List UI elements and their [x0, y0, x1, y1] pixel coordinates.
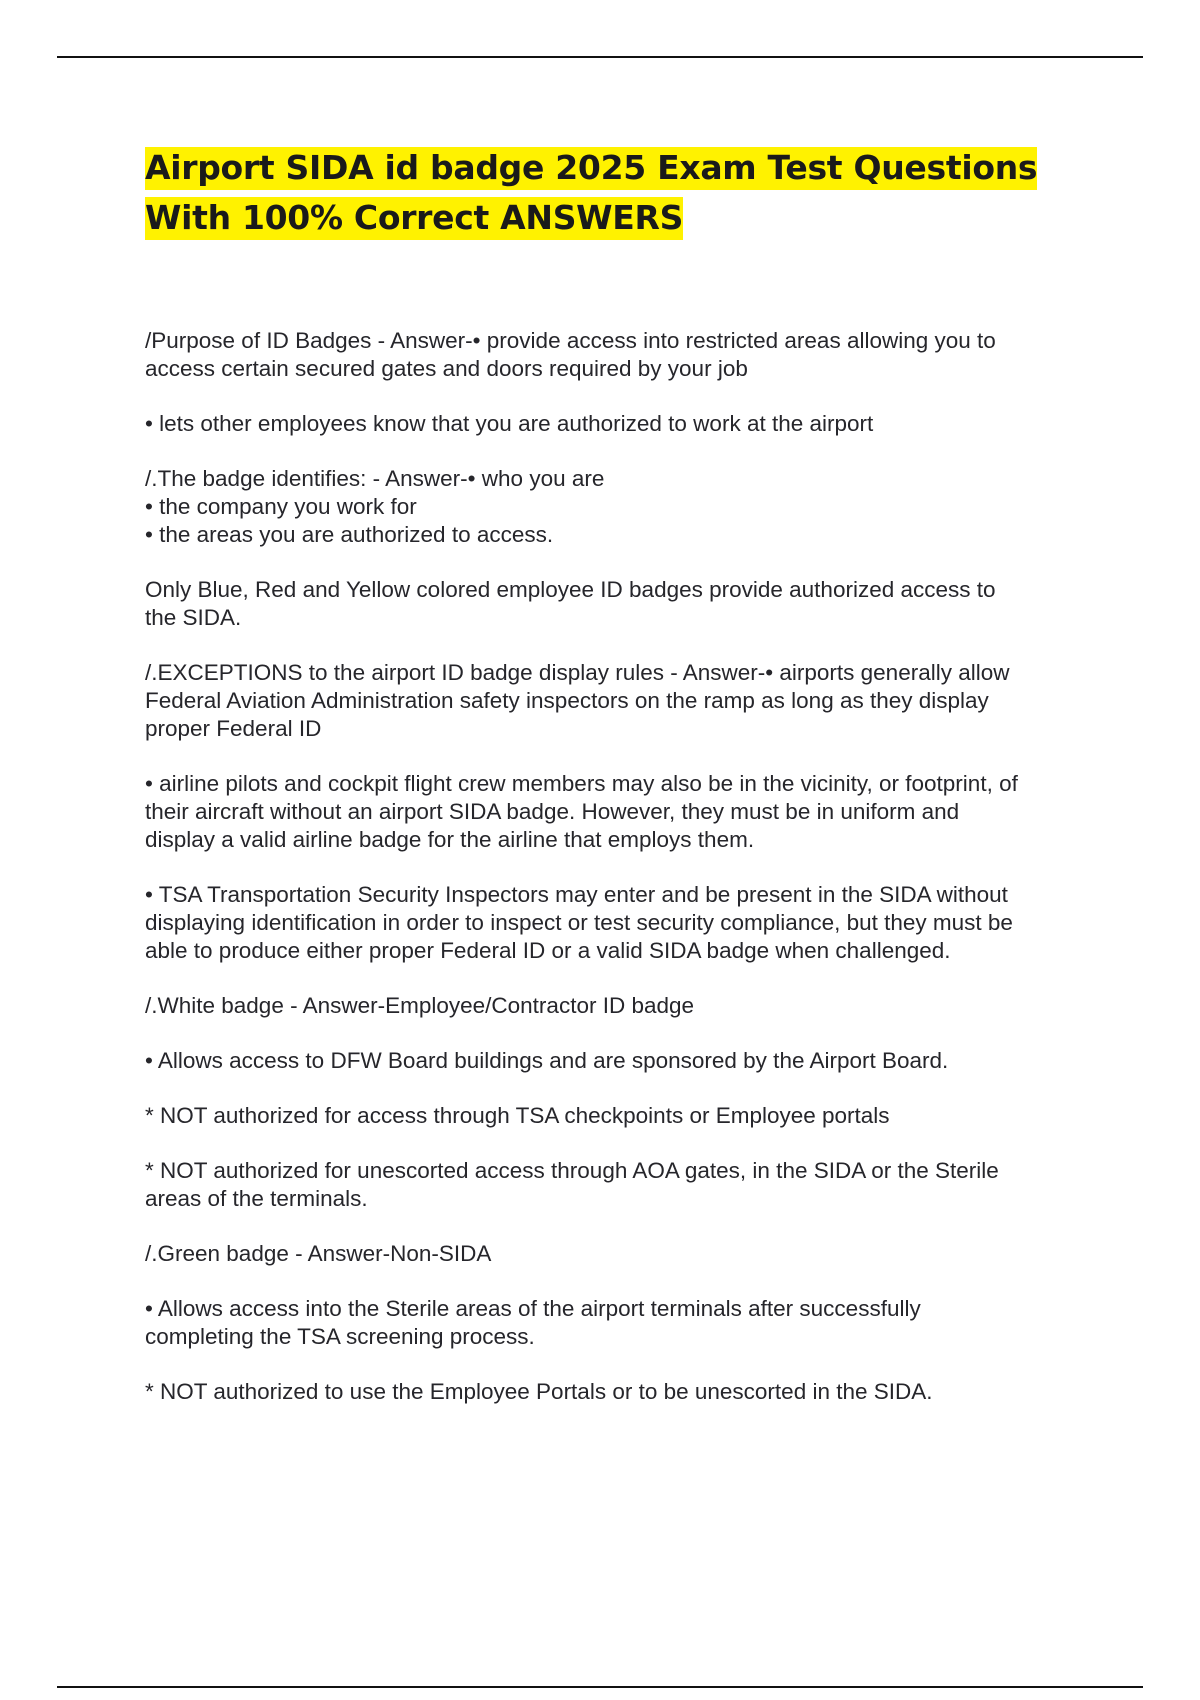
paragraph-line: * NOT authorized for access through TSA checkpoints or Employee portals [145, 1103, 890, 1128]
paragraph-line: display a valid airline badge for the airline that employs them. [145, 827, 755, 852]
paragraph-line: displaying identification in order to inspect or test security compliance, but they must be [145, 910, 1013, 935]
qa-paragraph [145, 659, 1095, 743]
title-line-2: With 100% Correct ANSWERS [145, 197, 683, 240]
qa-paragraph [145, 410, 1095, 438]
paragraph-line: • the areas you are authorized to access. [145, 522, 554, 547]
paragraph-line: Federal Aviation Administration safety inspectors on the ramp as long as they display [145, 688, 989, 713]
paragraph-line: * NOT authorized for unescorted access through AOA gates, in the SIDA or the Sterile [145, 1158, 999, 1183]
footer-rule [57, 1686, 1143, 1688]
paragraph-line: /.The badge identifies: - Answer-• who you are [145, 466, 605, 491]
qa-paragraph [145, 1295, 1095, 1351]
paragraph-line: • Allows access to DFW Board buildings and are sponsored by the Airport Board. [145, 1048, 949, 1073]
paragraph-line: their aircraft without an airport SIDA badge. However, they must be in uniform and [145, 799, 960, 824]
paragraph-line: able to produce either proper Federal ID or a valid SIDA badge when challenged. [145, 938, 951, 963]
paragraph-line: • lets other employees know that you are authorized to work at the airport [145, 411, 874, 436]
paragraph-line: /.Green badge - Answer-Non-SIDA [145, 1241, 492, 1266]
qa-paragraph [145, 1240, 1095, 1268]
paragraph-line: * NOT authorized to use the Employee Portals or to be unescorted in the SIDA. [145, 1379, 933, 1404]
paragraph-line: • the company you work for [145, 494, 417, 519]
qa-paragraph [145, 770, 1095, 854]
paragraph-line: /Purpose of ID Badges - Answer-• provide access into restricted areas allowing you to [145, 328, 996, 353]
paragraph-line: • TSA Transportation Security Inspectors may enter and be present in the SIDA without [145, 882, 1008, 907]
qa-paragraph [145, 881, 1095, 965]
paragraph-line: the SIDA. [145, 605, 242, 630]
qa-paragraph [145, 992, 1095, 1020]
document-body [145, 327, 1095, 1433]
paragraph-line: Only Blue, Red and Yellow colored employee ID badges provide authorized access to [145, 577, 996, 602]
paragraph-line: /.White badge - Answer-Employee/Contractor ID badge [145, 993, 695, 1018]
document-title [145, 143, 1065, 243]
paragraph-line: /.EXCEPTIONS to the airport ID badge display rules - Answer-• airports generally allow [145, 660, 1010, 685]
qa-paragraph [145, 1047, 1095, 1075]
paragraph-line: completing the TSA screening process. [145, 1324, 535, 1349]
qa-paragraph [145, 576, 1095, 632]
title-line-1: Airport SIDA id badge 2025 Exam Test Questions [145, 147, 1037, 190]
qa-paragraph [145, 465, 1095, 549]
qa-paragraph [145, 327, 1095, 383]
paragraph-line: areas of the terminals. [145, 1186, 368, 1211]
qa-paragraph [145, 1378, 1095, 1406]
qa-paragraph [145, 1157, 1095, 1213]
qa-paragraph [145, 1102, 1095, 1130]
header-rule [57, 56, 1143, 58]
paragraph-line: access certain secured gates and doors required by your job [145, 356, 748, 381]
paragraph-line: • Allows access into the Sterile areas of the airport terminals after successfully [145, 1296, 921, 1321]
paragraph-line: • airline pilots and cockpit flight crew members may also be in the vicinity, or footprint, of [145, 771, 1018, 796]
paragraph-line: proper Federal ID [145, 716, 322, 741]
